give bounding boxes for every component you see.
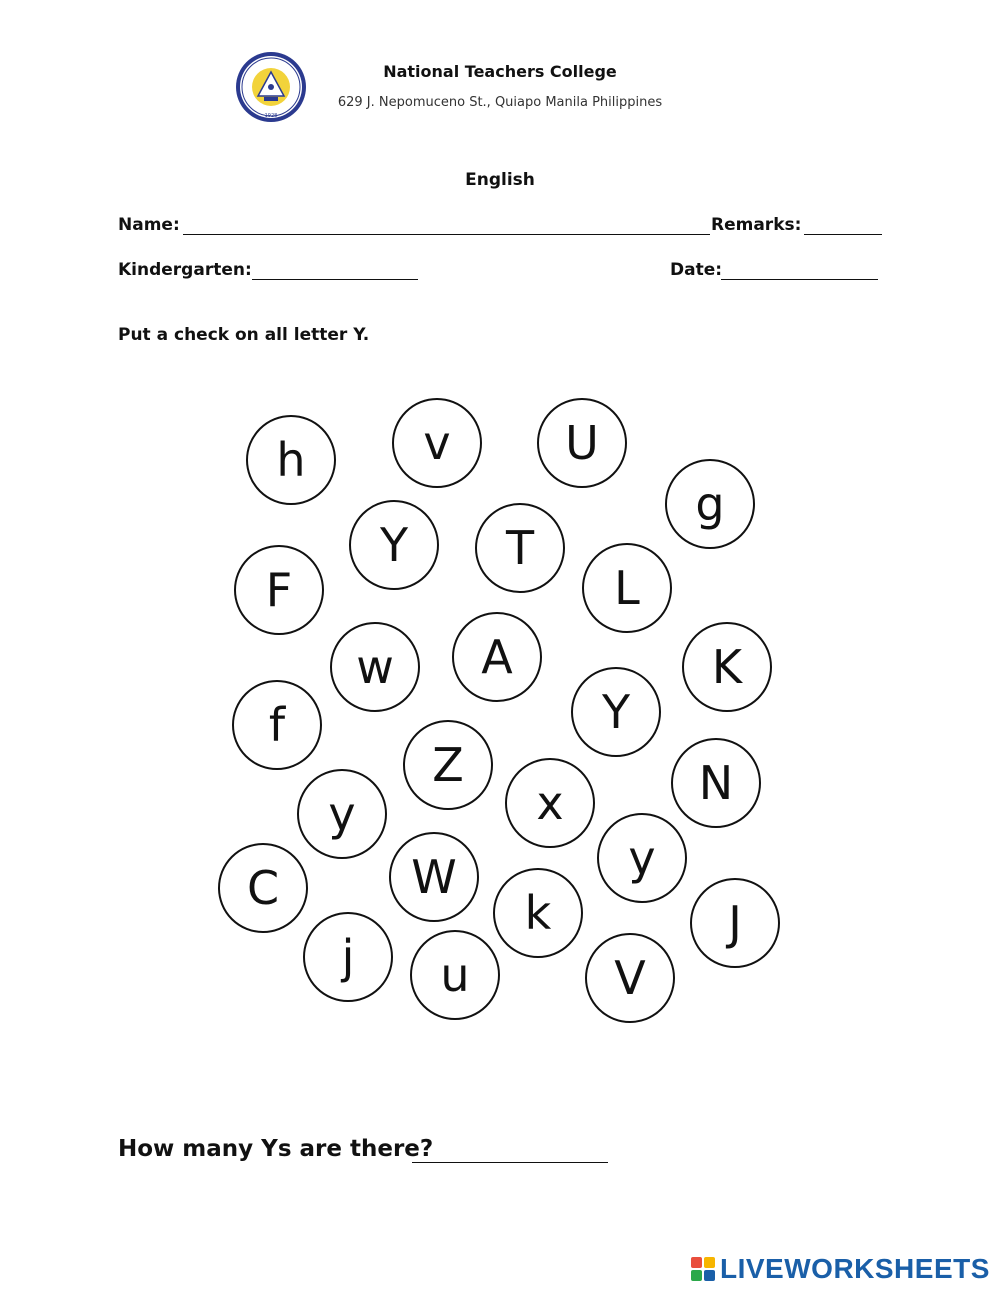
remarks-field[interactable] — [804, 234, 882, 235]
name-field[interactable] — [183, 234, 710, 235]
letter-bubble[interactable]: u — [410, 930, 500, 1020]
kindergarten-label: Kindergarten: — [118, 260, 252, 280]
letter-bubble[interactable]: g — [665, 459, 755, 549]
letter-bubble[interactable]: k — [493, 868, 583, 958]
letter-bubble[interactable]: w — [330, 622, 420, 712]
college-seal-logo — [234, 50, 308, 124]
letter-bubble[interactable]: f — [232, 680, 322, 770]
letter-bubble[interactable]: N — [671, 738, 761, 828]
kindergarten-field[interactable] — [252, 279, 418, 280]
letter-bubble[interactable]: L — [582, 543, 672, 633]
name-label: Name: — [118, 215, 180, 235]
subject-title: English — [465, 170, 535, 190]
instruction-text: Put a check on all letter Y. — [118, 325, 370, 345]
letter-bubble[interactable]: J — [690, 878, 780, 968]
college-address: 629 J. Nepomuceno St., Quiapo Manila Philippines — [337, 95, 663, 110]
letter-bubble[interactable]: y — [297, 769, 387, 859]
date-field[interactable] — [721, 279, 878, 280]
letter-bubble[interactable]: V — [585, 933, 675, 1023]
letter-bubble[interactable]: C — [218, 843, 308, 933]
liveworksheets-logo-icon — [690, 1256, 716, 1282]
letter-bubble[interactable]: Y — [349, 500, 439, 590]
letter-bubble[interactable]: W — [389, 832, 479, 922]
letter-bubble[interactable]: j — [303, 912, 393, 1002]
letter-bubble[interactable]: T — [475, 503, 565, 593]
letter-bubble[interactable]: Z — [403, 720, 493, 810]
letter-bubble[interactable]: F — [234, 545, 324, 635]
letter-bubble[interactable]: v — [392, 398, 482, 488]
remarks-label: Remarks: — [711, 215, 802, 235]
college-name: National Teachers College — [383, 62, 617, 81]
liveworksheets-brand — [690, 1252, 990, 1286]
letter-bubble[interactable]: Y — [571, 667, 661, 757]
answer-field[interactable] — [412, 1162, 608, 1163]
letter-bubble[interactable]: K — [682, 622, 772, 712]
letter-bubble[interactable]: h — [246, 415, 336, 505]
liveworksheets-wordmark: LIVEWORKSHEETS — [720, 1253, 990, 1284]
svg-text:1928: 1928 — [264, 113, 278, 119]
letter-bubble[interactable]: U — [537, 398, 627, 488]
letter-bubble[interactable]: A — [452, 612, 542, 702]
letter-bubble[interactable]: y — [597, 813, 687, 903]
letter-bubble[interactable]: x — [505, 758, 595, 848]
count-question: How many Ys are there? — [118, 1136, 434, 1162]
date-label: Date: — [670, 260, 723, 280]
